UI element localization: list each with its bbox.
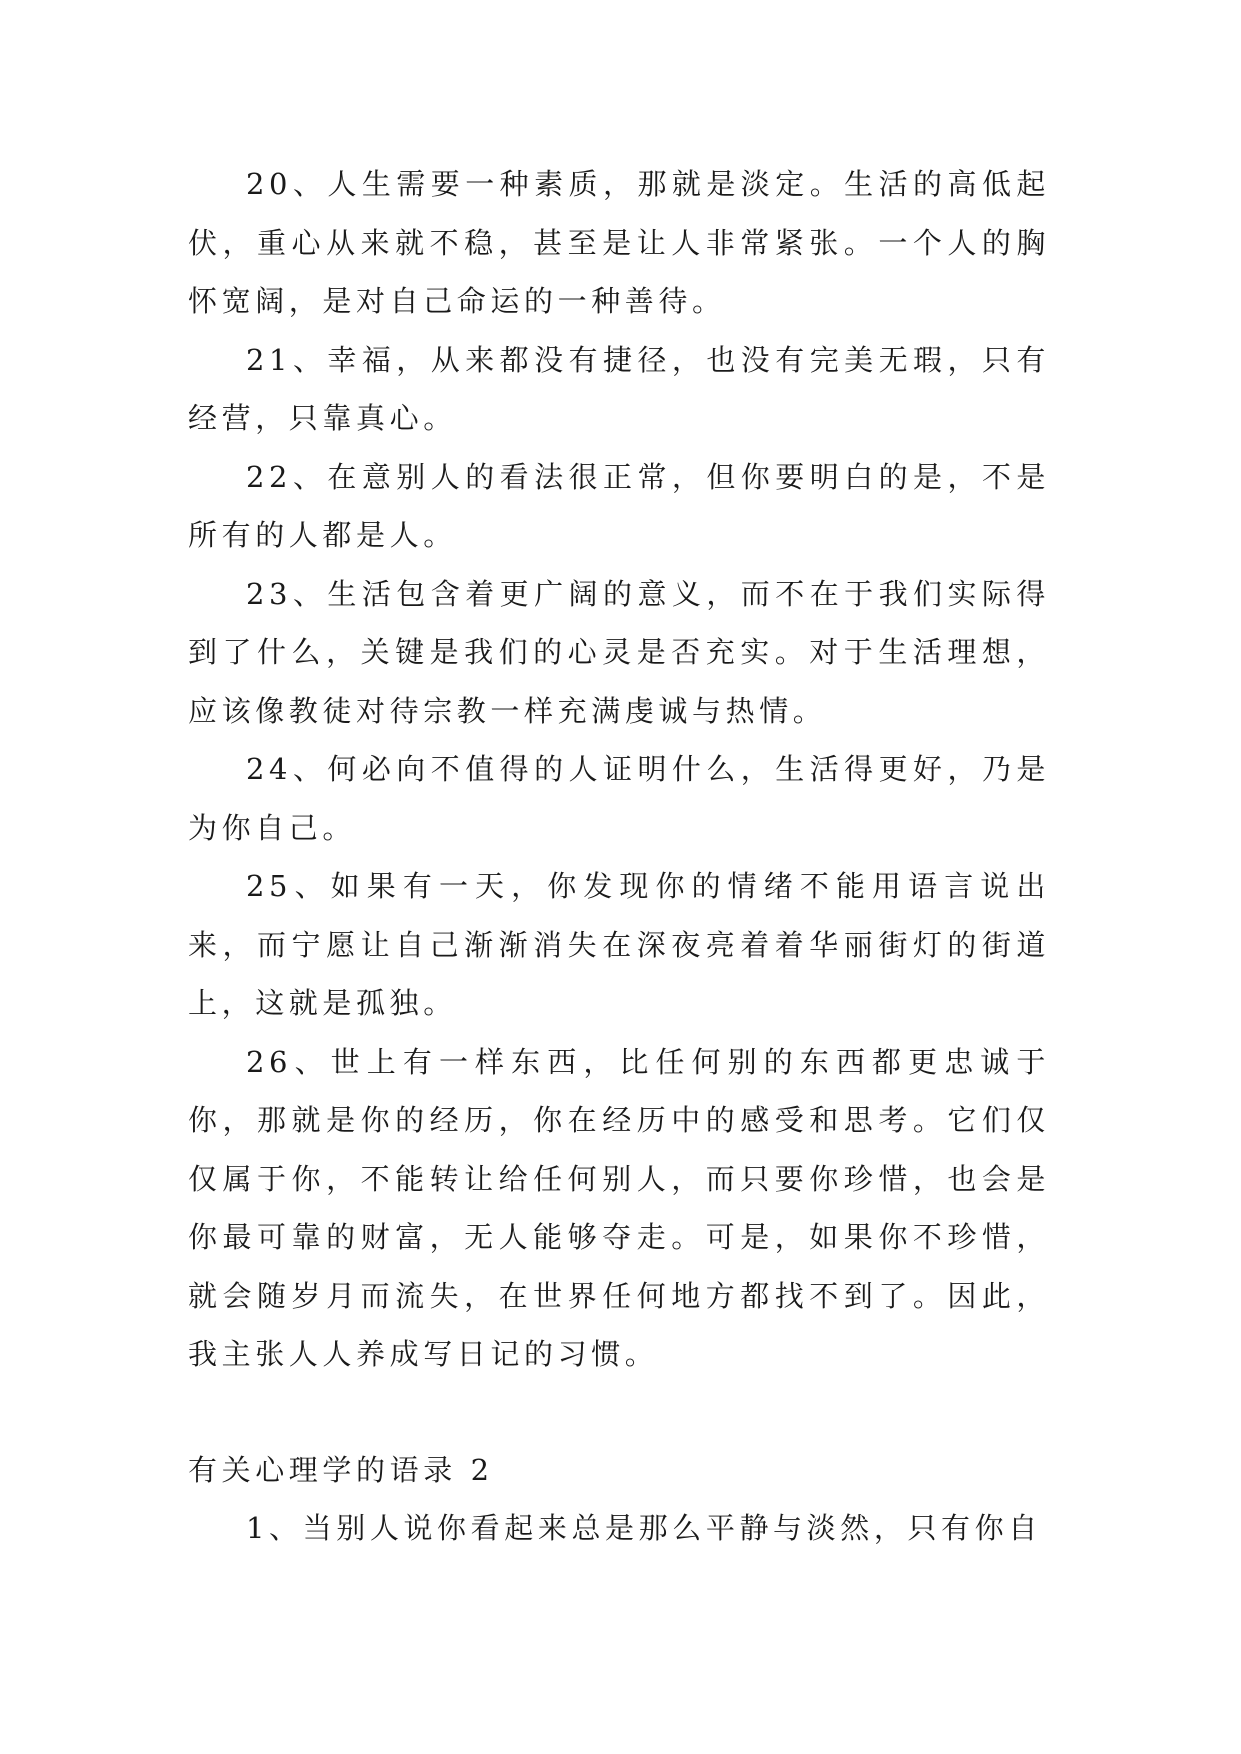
paragraph-quote-25: 25、如果有一天，你发现你的情绪不能用语言说出来，而宁愿让自己渐渐消失在深夜亮着着华丽街灯的街道上，这就是孤独。 bbox=[188, 869, 1050, 1020]
paragraph-quote-23: 23、生活包含着更广阔的意义，而不在于我们实际得到了什么，关键是我们的心灵是否充实。对于生活理想，应该像教徒对待宗教一样充满虔诚与热情。 bbox=[188, 576, 1050, 728]
paragraph-quote-22: 22、在意别人的看法很正常，但你要明白的是，不是所有的人都是人。 bbox=[188, 459, 1050, 552]
paragraph-quote-1: 1、当别人说你看起来总是那么平静与淡然，只有你自 bbox=[246, 1511, 1042, 1545]
paragraph-quote-24: 24、何必向不值得的人证明什么，生活得更好，乃是为你自己。 bbox=[188, 752, 1050, 845]
section-heading: 有关心理学的语录 2 bbox=[188, 1452, 494, 1487]
paragraph-quote-20: 20、人生需要一种素质，那就是淡定。生活的高低起伏，重心从来就不稳，甚至是让人非常紧张。一个人的胸怀宽阔，是对自己命运的一种善待。 bbox=[188, 167, 1050, 318]
paragraph-quote-21: 21、幸福，从来都没有捷径，也没有完美无瑕，只有经营，只靠真心。 bbox=[188, 342, 1050, 435]
paragraph-quote-26: 26、世上有一样东西，比任何别的东西都更忠诚于你，那就是你的经历，你在经历中的感受和思考。它们仅仅属于你，不能转让给任何别人，而只要你珍惜，也会是你最可靠的财富，无人能够夺走。可是，如果你不珍惜，就会随岁月而流失，在世界任何地方都找不到了。因此，我主张人人养成写日记的习惯。 bbox=[188, 1044, 1050, 1371]
document-body bbox=[188, 155, 1050, 1558]
